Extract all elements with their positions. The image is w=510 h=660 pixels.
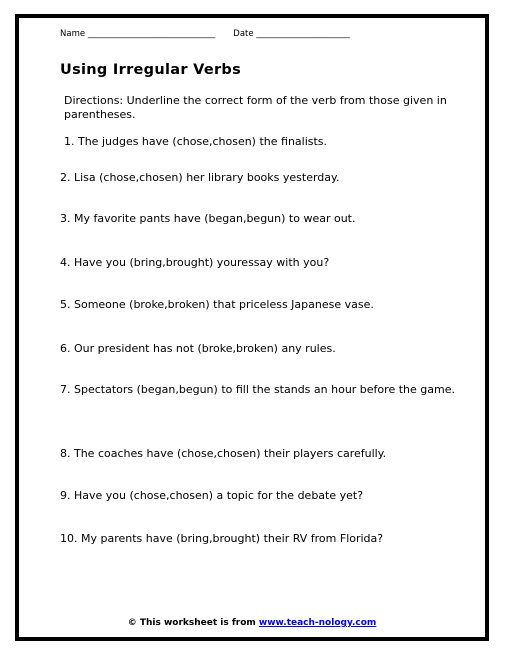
directions-text: Directions: Underline the correct form of the verb from those given in parentheses. xyxy=(64,94,447,121)
date-field-label: Date ______________________ xyxy=(233,29,350,39)
question-1: 1. The judges have (chose,chosen) the finalists. xyxy=(64,135,328,148)
question-5: 5. Someone (broke,broken) that priceless Japanese vase. xyxy=(60,298,374,311)
question-8: 8. The coaches have (chose,chosen) their players carefully. xyxy=(60,447,387,460)
worksheet-title: Using Irregular Verbs xyxy=(60,62,242,78)
question-9: 9. Have you (chose,chosen) a topic for the debate yet? xyxy=(60,489,364,502)
question-7: 7. Spectators (began,begun) to fill the stands an hour before the game. xyxy=(60,383,455,396)
footer-credit xyxy=(0,618,504,628)
question-6: 6. Our president has not (broke,broken) any rules. xyxy=(60,342,336,355)
footer-website-link[interactable]: www.teach-nology.com xyxy=(258,618,377,628)
question-2: 2. Lisa (chose,chosen) her library books yesterday. xyxy=(60,171,340,184)
question-3: 3. My favorite pants have (began,begun) to wear out. xyxy=(60,212,356,225)
question-4: 4. Have you (bring,brought) youressay with you? xyxy=(60,256,330,269)
name-field-label: Name ______________________________ xyxy=(60,29,216,39)
header-row xyxy=(60,29,350,39)
footer-copyright-text: © This worksheet is from xyxy=(127,618,259,628)
question-10: 10. My parents have (bring,brought) their RV from Florida? xyxy=(60,532,384,545)
